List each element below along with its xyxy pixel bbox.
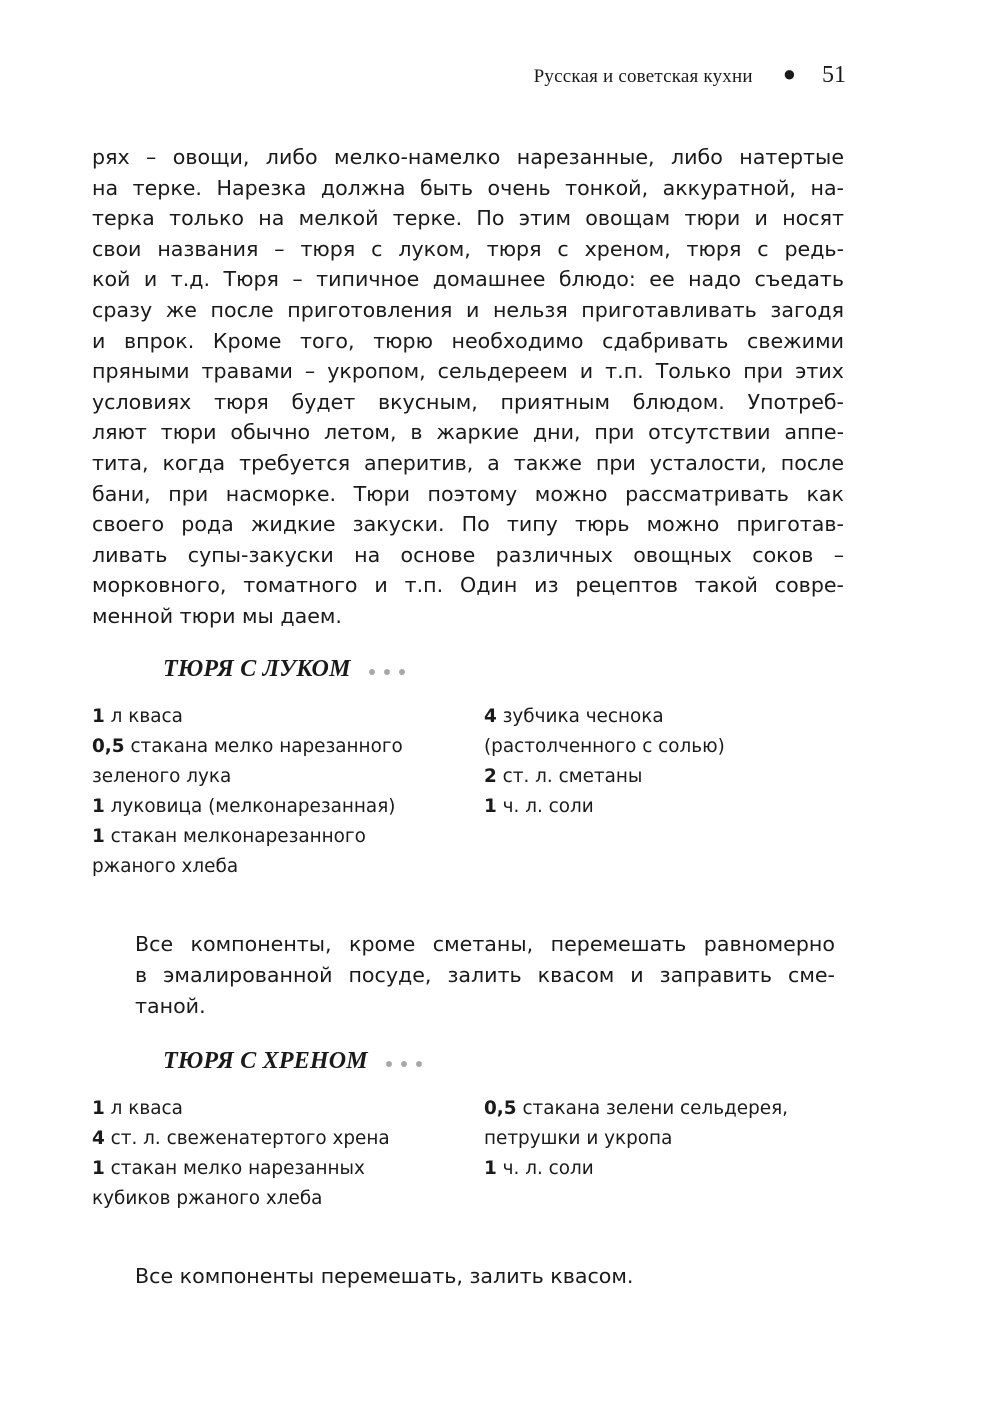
text-line: тита, когда требуется аперитив, а также при усталости, после	[92, 450, 844, 475]
recipe-title-text: ТЮРЯ С ХРЕНОМ	[163, 1048, 368, 1074]
page-number: 51	[822, 62, 846, 88]
ingredient-qty: 4	[92, 1128, 105, 1149]
ingredient-qty: 1	[484, 1158, 497, 1179]
ingredient-item	[484, 1124, 788, 1154]
recipe-title-horseradish	[163, 1048, 422, 1075]
text-line: морковного, томатного и т.п. Один из рецептов такой совре-	[92, 573, 844, 598]
text-line: менной тюри мы даем.	[92, 603, 342, 628]
header-separator: ●	[782, 61, 796, 86]
ingredient-text: стакана зелени сельдерея,	[516, 1098, 788, 1119]
recipe-title-text: ТЮРЯ С ЛУКОМ	[163, 656, 351, 682]
instructions-horseradish	[135, 1261, 835, 1292]
instructions-onion	[135, 929, 835, 1022]
ingredient-item	[92, 822, 403, 852]
ingredients-right-onion	[484, 702, 725, 822]
decorative-dots-icon	[386, 1061, 422, 1067]
ingredients-left-onion	[92, 702, 403, 882]
ingredient-text: ч. л. соли	[496, 796, 594, 817]
text-line: в эмалированной посуде, залить квасом и заправить сме-	[135, 963, 835, 987]
ingredient-text: зеленого лука	[92, 766, 232, 787]
ingredient-item	[484, 762, 725, 792]
text-line: пряными травами – укропом, сельдереем и т.п. Только при этих	[92, 359, 844, 384]
text-line: бани, при насморке. Тюри поэтому можно рассматривать как	[92, 481, 844, 506]
intro-paragraph	[92, 142, 844, 632]
text-line: и впрок. Кроме того, тюрю необходимо сдабривать свежими	[92, 328, 844, 353]
ingredient-text: стакана мелко нарезанного	[124, 736, 403, 757]
ingredient-item	[92, 1124, 390, 1154]
text-line: Все компоненты перемешать, залить квасом.	[135, 1264, 634, 1288]
ingredient-text: стакан мелконарезанного	[104, 826, 366, 847]
running-header	[0, 62, 846, 89]
text-line: рях – овощи, либо мелко-намелко нарезанные, либо натертые	[92, 145, 844, 169]
ingredient-qty: 2	[484, 766, 497, 787]
ingredient-item	[484, 1094, 788, 1124]
ingredient-item	[92, 732, 403, 762]
ingredient-text: луковица (мелконарезанная)	[104, 796, 396, 817]
ingredient-item	[92, 702, 403, 732]
ingredient-text: (растолченного с солью)	[484, 736, 725, 757]
text-line: Все компоненты, кроме сметаны, перемешать равномерно	[135, 932, 835, 956]
ingredients-right-horseradish	[484, 1094, 788, 1184]
ingredient-text: стакан мелко нарезанных	[104, 1158, 365, 1179]
decorative-dots-icon	[369, 669, 405, 675]
ingredient-text: ржаного хлеба	[92, 856, 239, 877]
recipe-title-onion	[163, 656, 405, 683]
ingredient-text: петрушки и укропа	[484, 1128, 673, 1149]
text-line: таной.	[135, 994, 206, 1018]
text-line: терка только на мелкой терке. По этим овощам тюри и носят	[92, 206, 844, 231]
ingredient-text: ст. л. свеженатертого хрена	[104, 1128, 390, 1149]
text-line: свои названия – тюря с луком, тюря с хреном, тюря с редь-	[92, 236, 844, 261]
ingredient-item	[484, 792, 725, 822]
text-line: ливать супы-закуски на основе различных овощных соков –	[92, 542, 844, 567]
ingredient-qty: 1	[484, 796, 497, 817]
ingredient-item	[484, 732, 725, 762]
ingredient-item	[92, 762, 403, 792]
text-line: сразу же после приготовления и нельзя приготавливать загодя	[92, 297, 844, 322]
ingredient-text: ст. л. сметаны	[496, 766, 643, 787]
ingredient-qty: 1	[92, 1098, 105, 1119]
text-line: на терке. Нарезка должна быть очень тонкой, аккуратной, на-	[92, 175, 844, 200]
ingredient-qty: 1	[92, 706, 105, 727]
ingredient-text: зубчика чеснока	[496, 706, 664, 727]
ingredient-item	[92, 852, 403, 882]
text-line: ляют тюри обычно летом, в жаркие дни, при отсутствии аппе-	[92, 420, 844, 445]
ingredient-text: ч. л. соли	[496, 1158, 594, 1179]
ingredients-left-horseradish	[92, 1094, 390, 1214]
running-title: Русская и советская кухни	[533, 66, 753, 87]
ingredient-text: кубиков ржаного хлеба	[92, 1188, 323, 1209]
ingredient-qty: 1	[92, 796, 105, 817]
ingredient-item	[92, 1094, 390, 1124]
text-line: своего рода жидкие закуски. По типу тюрь можно приготав-	[92, 512, 844, 537]
text-line: кой и т.д. Тюря – типичное домашнее блюдо: ее надо съедать	[92, 267, 844, 292]
ingredient-item	[484, 1154, 788, 1184]
ingredient-item	[92, 1154, 390, 1184]
ingredient-item	[92, 792, 403, 822]
ingredient-text: л кваса	[104, 1098, 183, 1119]
ingredient-qty: 1	[92, 826, 105, 847]
ingredient-qty: 0,5	[484, 1098, 517, 1119]
ingredient-item	[484, 702, 725, 732]
ingredient-qty: 0,5	[92, 736, 125, 757]
ingredient-text: л кваса	[104, 706, 183, 727]
ingredient-item	[92, 1184, 390, 1214]
ingredient-qty: 4	[484, 706, 497, 727]
ingredient-qty: 1	[92, 1158, 105, 1179]
text-line: условиях тюря будет вкусным, приятным блюдом. Употреб-	[92, 389, 844, 414]
